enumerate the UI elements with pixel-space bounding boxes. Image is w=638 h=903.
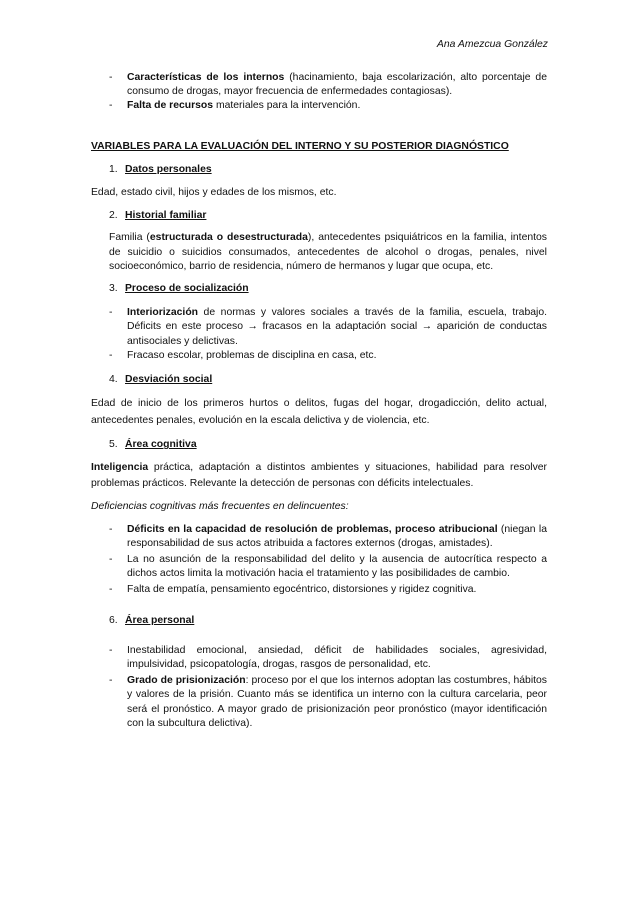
item-5-text: Inteligencia práctica, adaptación a distintos ambientes y situaciones, habilidad para resolver problemas prácticos. Relevante la detección de personas con déficits intelectuales. — [91, 462, 547, 490]
bullet-text: (hacinamiento, baja escolarización, alto porcentaje de consumo de drogas, mayor frecuencia de enfermedades contagiosas). — [127, 72, 547, 98]
bullet-marker: - — [109, 523, 113, 535]
item-heading-1 — [109, 163, 547, 177]
intro-bullet-1 — [91, 71, 547, 99]
bullet-marker: - — [109, 584, 113, 596]
item-1-text: Edad, estado civil, hijos y edades de los mismos, etc. — [91, 187, 337, 199]
item-title: Historial familiar — [125, 210, 207, 222]
bullet-text: materiales para la intervención. — [213, 100, 361, 112]
bullet-marker: - — [109, 100, 113, 112]
item-heading-2 — [109, 209, 547, 223]
bullet-bold-text: Falta de recursos — [127, 100, 214, 112]
document-body — [91, 71, 547, 731]
item-title: Área personal — [125, 614, 195, 626]
item-5-bullet-3: - Falta de empatía, pensamiento egocéntrico, distorsiones y rigidez cognitiva. — [91, 583, 547, 597]
item-6-bullet-2: - Grado de prisionización: proceso por el que los internos adoptan las costumbres, hábitos y valores de la prisión. Cuanto más se identifica un interno con la cultura carcelaria, peor será el pronóstico. A mayor grado de prisionización peor pronóstico (mayor identificación con la subcultura delictiva). — [91, 674, 547, 731]
bullet-marker: - — [109, 307, 113, 319]
item-heading-3 — [109, 282, 547, 296]
item-title: Datos personales — [125, 163, 212, 175]
item-number: 3. — [109, 283, 118, 295]
item-5-bullet-1: - Déficits en la capacidad de resolución de problemas, proceso atribucional (niegan la responsabilidad de sus actos atribuida a factores externos (drogas, amistades). — [91, 523, 547, 551]
intro-bullet-2 — [91, 99, 547, 113]
item-title: Área cognitiva — [125, 439, 197, 451]
bullet-marker: - — [109, 72, 113, 83]
bullet-marker: - — [109, 554, 113, 566]
page-header-author: Ana Amezcua González — [436, 39, 548, 50]
item-5-subheading: Deficiencias cognitivas más frecuentes en delincuentes: — [91, 501, 349, 513]
item-title: Desviación social — [125, 374, 213, 386]
item-number: 2. — [109, 210, 118, 222]
item-number: 5. — [109, 439, 118, 451]
item-5-bullet-2: - La no asunción de la responsabilidad del delito y la ausencia de autocrítica respecto a dichos actos limita la motivación hacia el tratamiento y las posibilidades de cambio. — [91, 553, 547, 581]
item-3-bullet-2: - Fracaso escolar, problemas de disciplina en casa, etc. — [91, 349, 547, 363]
item-heading-6 — [109, 614, 547, 628]
section-title: VARIABLES PARA LA EVALUACIÓN DEL INTERNO Y SU POSTERIOR DIAGNÓSTICO — [91, 140, 509, 152]
item-number: 4. — [109, 374, 118, 386]
item-2-text: Familia (estructurada o desestructurada), antecedentes psiquiátricos en la familia, intentos de suicidio o suicidios consumados, antecedentes de alcohol o drogas, penales, nivel socioeconómico, barrio de residencia, número de hermanos y lugar que ocupa, etc. — [109, 232, 547, 272]
item-number: 6. — [109, 614, 118, 626]
bullet-marker: - — [109, 644, 113, 656]
item-6-bullet-1: - Inestabilidad emocional, ansiedad, déficit de habilidades sociales, agresividad, impulsividad, psicopatología, drogas, rasgos de personalidad, etc. — [91, 644, 547, 672]
bullet-marker: - — [109, 675, 113, 687]
item-heading-4 — [109, 373, 547, 387]
bullet-bold-text: Características de los internos — [127, 72, 285, 83]
item-heading-5 — [109, 438, 547, 452]
bullet-marker: - — [109, 349, 113, 361]
item-3-bullet-1: - Interiorización de normas y valores sociales a través de la familia, escuela, trabajo. Déficits en este proceso → fracasos en la adaptación social → aparición de conductas antisociales y delictivas. — [91, 306, 547, 349]
item-number: 1. — [109, 163, 118, 175]
item-4-text: Edad de inicio de los primeros hurtos o delitos, fugas del hogar, drogadicción, delito actual, antecedentes penales, evolución en la escala delictiva y de violencia, etc. — [91, 398, 547, 427]
item-title: Proceso de socialización — [125, 283, 249, 295]
